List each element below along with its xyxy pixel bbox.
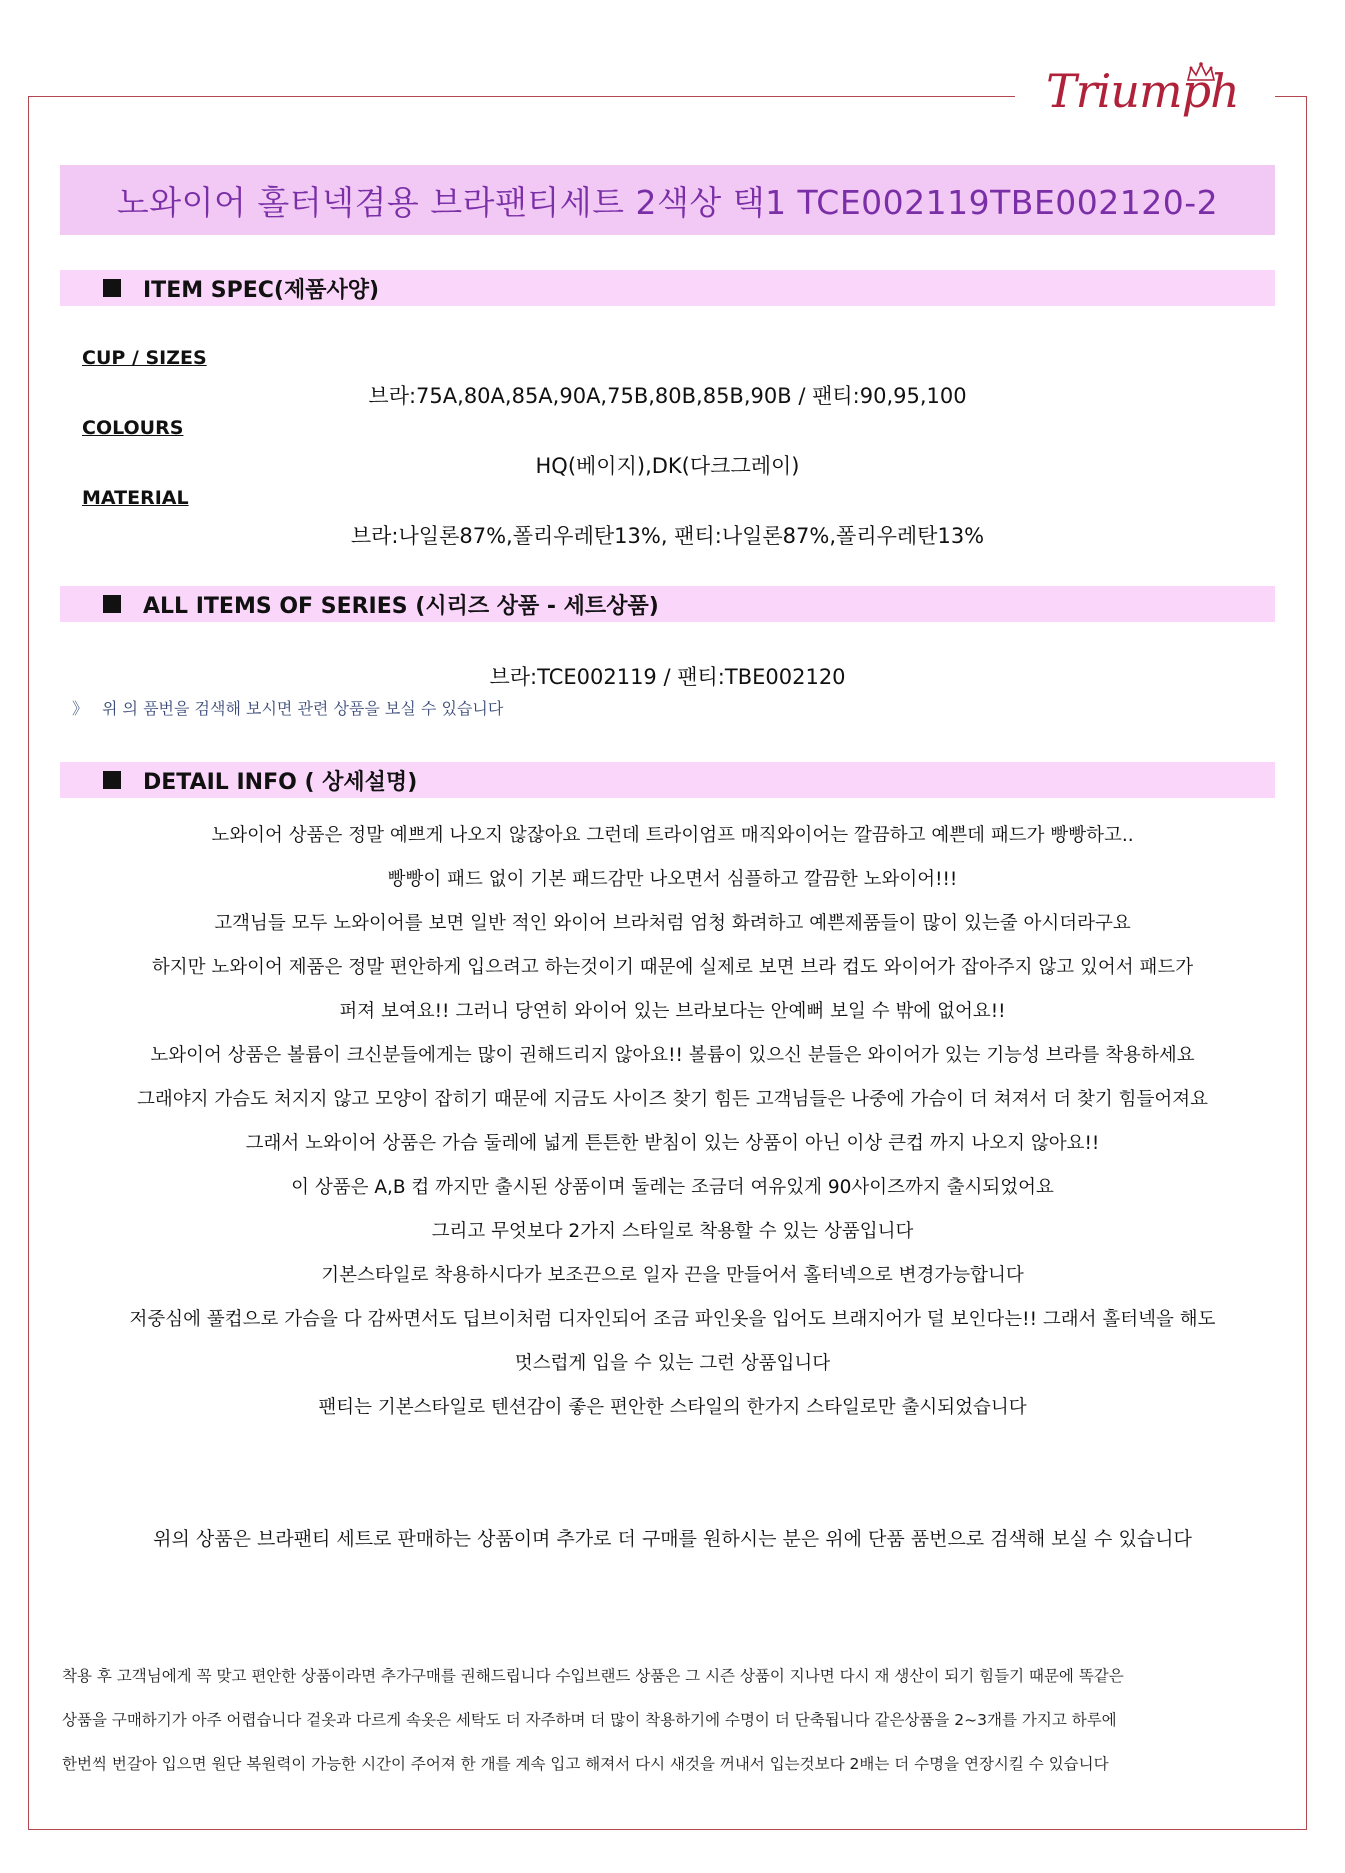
item-spec-header	[60, 270, 1275, 306]
brand-logo-text: Triumph	[1046, 64, 1239, 118]
care-notes	[62, 1654, 1292, 1786]
cup-sizes-label: CUP / SIZES	[82, 347, 207, 369]
material-value: 브라:나일론87%,폴리우레탄13%, 팬티:나일론87%,폴리우레탄13%	[350, 524, 985, 548]
product-title: 노와이어 홀터넥겸용 브라팬티세트 2색상 택1 TCE002119TBE002120-2	[116, 182, 1219, 222]
detail-line: 빵빵이 패드 없이 기본 패드감만 나오면서 심플하고 깔끔한 노와이어!!!	[387, 869, 958, 890]
square-bullet-icon	[103, 595, 121, 613]
series-value: 브라:TCE002119 / 팬티:TBE002120	[489, 665, 846, 689]
detail-line: 팬티는 기본스타일로 텐션감이 좋은 편안한 스타일의 한가지 스타일로만 출시되었습니다	[318, 1397, 1027, 1418]
detail-line: 그리고 무엇보다 2가지 스타일로 착용할 수 있는 상품입니다	[431, 1221, 914, 1242]
series-note-text: 위 의 품번을 검색해 보시면 관련 상품을 보실 수 있습니다	[102, 699, 504, 718]
care-line: 착용 후 고객님에게 꼭 맞고 편안한 상품이라면 추가구매를 권해드립니다 수입브랜드 상품은 그 시즌 상품이 지나면 다시 재 생산이 되기 힘들기 때문에 똑같은	[62, 1667, 1124, 1685]
series-header	[60, 586, 1275, 622]
detail-line: 기본스타일로 착용하시다가 보조끈으로 일자 끈을 만들어서 홀터넥으로 변경가능합니다	[321, 1265, 1024, 1286]
detail-line: 하지만 노와이어 제품은 정말 편안하게 입으려고 하는것이기 때문에 실제로 보면 브라 컵도 와이어가 잡아주지 않고 있어서 패드가	[151, 957, 1194, 978]
detail-line: 노와이어 상품은 볼륨이 크신분들에게는 많이 권해드리지 않아요!! 볼륨이 있으신 분들은 와이어가 있는 기능성 브라를 착용하세요	[150, 1045, 1195, 1066]
detail-line: 그래야지 가슴도 처지지 않고 모양이 잡히기 때문에 지금도 사이즈 찾기 힘든 고객님들은 나중에 가슴이 더 쳐져서 더 찾기 힘들어져요	[137, 1089, 1208, 1110]
cup-sizes-value: 브라:75A,80A,85A,90A,75B,80B,85B,90B / 팬티:90,95,100	[368, 384, 967, 408]
material-label: MATERIAL	[82, 487, 189, 509]
square-bullet-icon	[103, 279, 121, 297]
care-line: 상품을 구매하기가 아주 어렵습니다 겉옷과 다르게 속옷은 세탁도 더 자주하며 더 많이 착용하기에 수명이 더 단축됩니다 같은상품을 2~3개를 가지고 하루에	[62, 1711, 1117, 1729]
detail-line: 이 상품은 A,B 컵 까지만 출시된 상품이며 둘레는 조금더 여유있게 90사이즈까지 출시되었어요	[291, 1177, 1054, 1198]
brand-logo	[1046, 56, 1246, 136]
colours-label: COLOURS	[82, 417, 184, 439]
double-chevron-icon: 》	[72, 699, 89, 718]
detail-line: 그래서 노와이어 상품은 가슴 둘레에 넓게 튼튼한 받침이 있는 상품이 아닌 이상 큰컵 까지 나오지 않아요!!	[245, 1133, 1100, 1154]
series-note	[72, 696, 503, 719]
square-bullet-icon	[103, 771, 121, 789]
detail-line: 퍼져 보여요!! 그러니 당연히 와이어 있는 브라보다는 안예뻐 보일 수 밖에 없어요!!	[339, 1001, 1006, 1022]
detail-description	[40, 814, 1305, 1430]
care-line: 한번씩 번갈아 입으면 원단 복원력이 가능한 시간이 주어져 한 개를 계속 입고 해져서 다시 새것을 꺼내서 입는것보다 2배는 더 수명을 연장시킬 수 있습니다	[62, 1755, 1109, 1773]
detail-line: 저중심에 풀컵으로 가슴을 다 감싸면서도 딥브이처럼 디자인되어 조금 파인옷을 입어도 브래지어가 덜 보인다는!! 그래서 홀터넥을 해도	[129, 1309, 1216, 1330]
detail-info-header	[60, 762, 1275, 798]
detail-info-title: DETAIL INFO ( 상세설명)	[143, 769, 418, 795]
title-bar	[60, 165, 1275, 235]
series-title: ALL ITEMS OF SERIES (시리즈 상품 - 세트상품)	[143, 593, 659, 619]
item-spec-title: ITEM SPEC(제품사양)	[143, 277, 380, 303]
detail-line: 노와이어 상품은 정말 예쁘게 나오지 않잖아요 그런데 트라이엄프 매직와이어는 깔끔하고 예쁜데 패드가 빵빵하고..	[211, 825, 1134, 846]
buy-note: 위의 상품은 브라팬티 세트로 판매하는 상품이며 추가로 더 구매를 원하시는 분은 위에 단품 품번으로 검색해 보실 수 있습니다	[153, 1528, 1192, 1550]
colours-value: HQ(베이지),DK(다크그레이)	[535, 454, 800, 478]
detail-line: 고객님들 모두 노와이어를 보면 일반 적인 와이어 브라처럼 엄청 화려하고 예쁜제품들이 많이 있는줄 아시더라구요	[214, 913, 1131, 934]
detail-line: 멋스럽게 입을 수 있는 그런 상품입니다	[514, 1353, 831, 1374]
